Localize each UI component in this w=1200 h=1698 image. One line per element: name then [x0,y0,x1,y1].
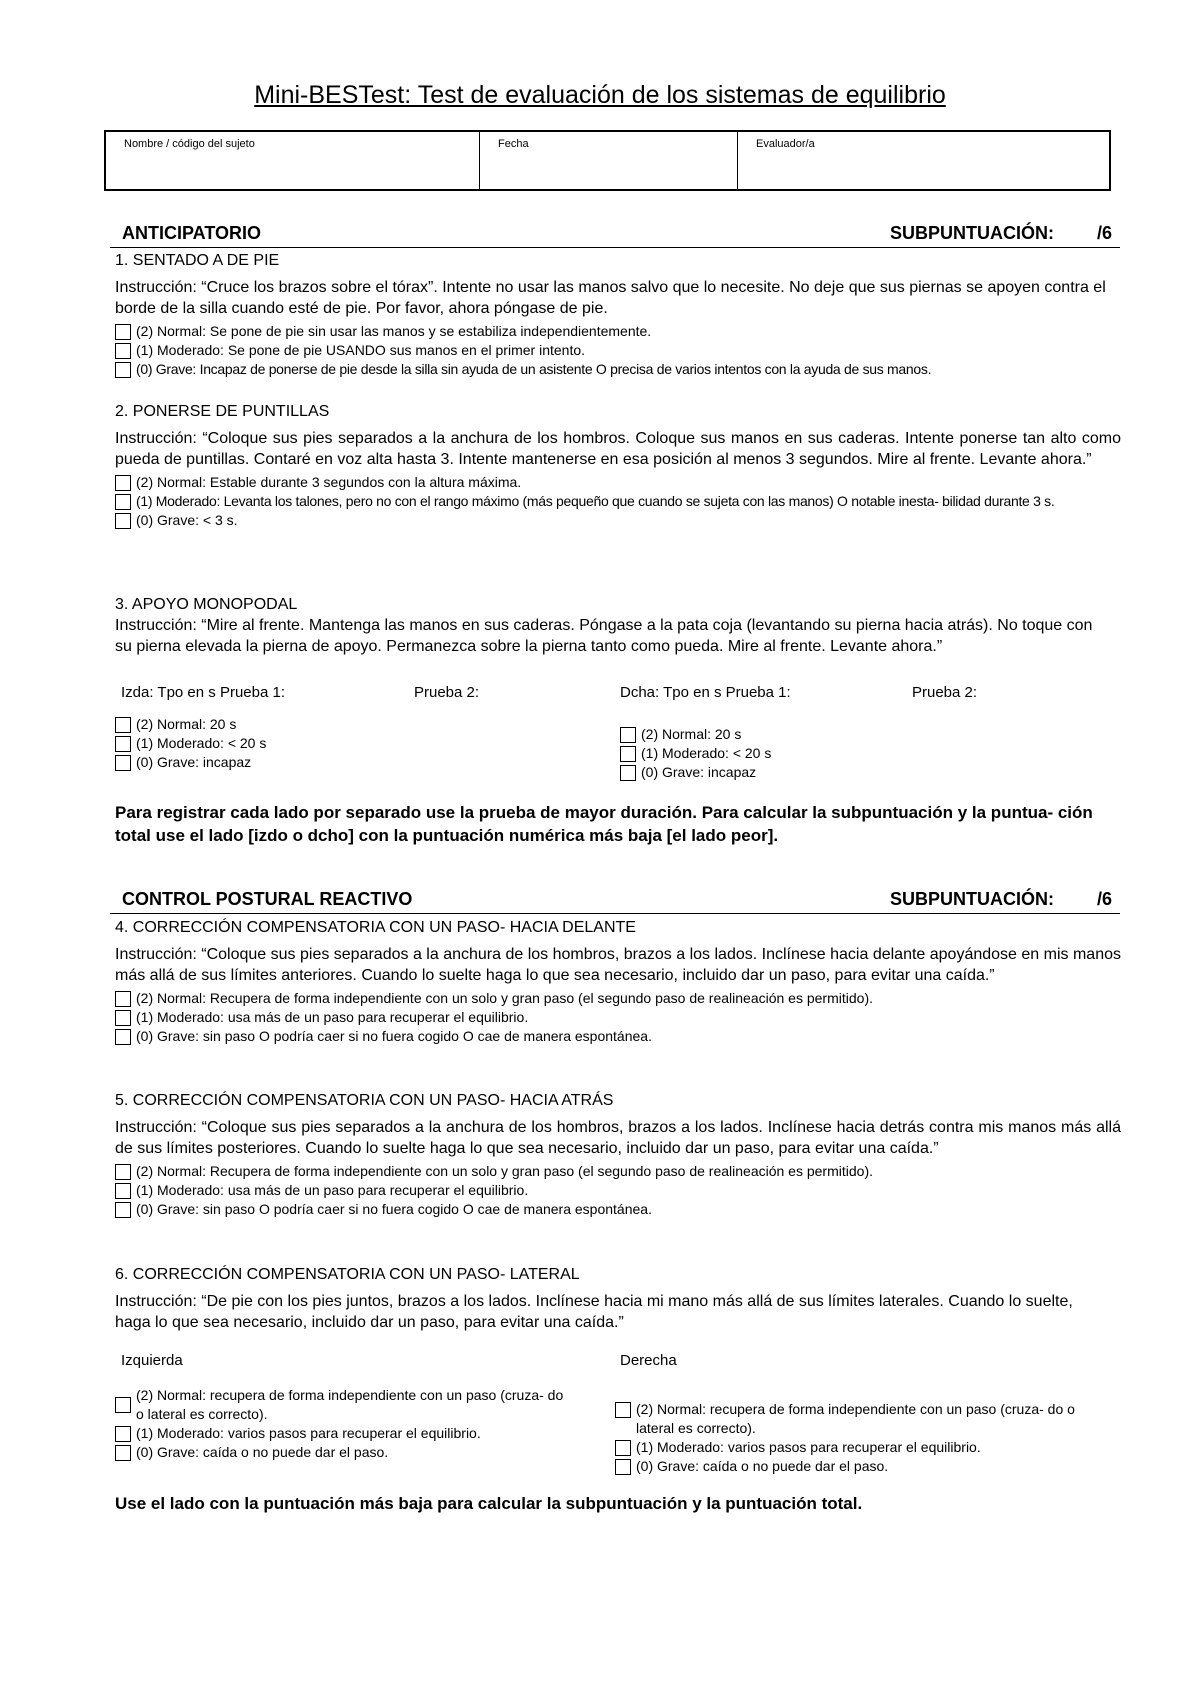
subscore-value: /6 [1096,889,1112,909]
right-option-1-moderado[interactable]: (1) Moderado: varios pasos para recuperar el equilibrio. [615,1438,1115,1457]
right-options [620,725,771,782]
page-title: Mini-BESTest: Test de evaluación de los sistemas de equilibrio [254,81,946,109]
item-title: 5. CORRECCIÓN COMPENSATORIA CON UN PASO- HACIA ATRÁS [115,1092,614,1109]
item-5 [115,1091,1121,1219]
checkbox[interactable] [115,1202,131,1218]
option-2-normal[interactable]: (2) Normal: Recupera de forma independiente con un solo y gran paso (el segundo paso de realineación es permitido). [115,989,1121,1008]
item-instruction: Instrucción: “Coloque sus pies separados a la anchura de los hombros, brazos a los lados. Inclínese hacia detrás contra mis manos más allá de sus límites posteriores. Cuando lo suelte haga lo que sea necesario, incluido dar un paso, para evitar una caída.” [115,1119,1121,1157]
right-side-label: Derecha [620,1352,677,1369]
checkbox[interactable] [115,1164,131,1180]
checkbox[interactable] [615,1402,631,1418]
checkbox[interactable] [115,1183,131,1199]
option-1-moderado[interactable]: (1) Moderado: usa más de un paso para recuperar el equilibrio. [115,1008,1121,1027]
checkbox[interactable] [115,513,131,529]
right-option-1-moderado[interactable]: (1) Moderado: < 20 s [620,744,771,763]
section-name: ANTICIPATORIO [122,223,261,243]
left-options [115,1386,565,1462]
right-trial-1-label: Dcha: Tpo en s Prueba 1: [620,684,791,701]
item-title: 3. APOYO MONOPODAL [115,596,298,613]
subject-name-label: Nombre / código del sujeto [124,138,255,150]
checkbox[interactable] [115,494,131,510]
right-trial-2-label: Prueba 2: [912,684,978,701]
option-2-normal[interactable]: (2) Normal: Estable durante 3 segundos con la altura máxima. [115,473,1136,492]
section-header-reactivo [110,886,1120,914]
checkbox[interactable] [620,727,636,743]
checkbox[interactable] [615,1440,631,1456]
checkbox[interactable] [115,755,131,771]
option-2-normal[interactable]: (2) Normal: Recupera de forma independiente con un solo y gran paso (el segundo paso de realineación es permitido). [115,1162,1121,1181]
right-options [615,1400,1115,1476]
item-4 [115,918,1121,1046]
option-0-grave[interactable]: (0) Grave: < 3 s. [115,511,1136,530]
checkbox[interactable] [115,1397,131,1413]
checkbox[interactable] [115,1010,131,1026]
checkbox[interactable] [115,362,131,378]
item-title: 2. PONERSE DE PUNTILLAS [115,403,330,420]
right-option-0-grave[interactable]: (0) Grave: incapaz [620,763,771,782]
item-instruction: Instrucción: “De pie con los pies juntos, brazos a los lados. Inclínese hacia mi mano más allá de sus límites laterales. Cuando lo suelte, haga lo que sea necesario, incluido dar un paso, para evitar una caída.” [115,1293,1073,1331]
option-1-moderado[interactable]: (1) Moderado: Se pone de pie USANDO sus manos en el primer intento. [115,341,1121,360]
date-label: Fecha [498,138,529,150]
option-2-normal[interactable]: (2) Normal: Se pone de pie sin usar las manos y se estabiliza independientemente. [115,322,1121,341]
item-title: 6. CORRECCIÓN COMPENSATORIA CON UN PASO- LATERAL [115,1266,580,1283]
section-name: CONTROL POSTURAL REACTIVO [122,889,413,909]
left-option-2-normal[interactable]: (2) Normal: 20 s [115,715,266,734]
option-0-grave[interactable]: (0) Grave: sin paso O podría caer si no fuera cogido O cae de manera espontánea. [115,1200,1121,1219]
left-option-1-moderado[interactable]: (1) Moderado: < 20 s [115,734,266,753]
checkbox[interactable] [620,746,636,762]
checkbox[interactable] [115,1426,131,1442]
checkbox[interactable] [115,1029,131,1045]
evaluator-label: Evaluador/a [756,138,815,150]
subscore-label: SUBPUNTUACIÓN: [890,223,1054,243]
item-title: 4. CORRECCIÓN COMPENSATORIA CON UN PASO- HACIA DELANTE [115,919,636,936]
item-instruction: Instrucción: “Coloque sus pies separados a la anchura de los hombros. Coloque sus manos en sus caderas. Intente ponerse tan alto como pueda de puntillas. Contaré en voz alta hasta 3. Intente mantenerse en esa posición al menos 3 segundos. Mire al frente. Levante ahora.” [115,430,1121,468]
option-0-grave[interactable]: (0) Grave: sin paso O podría caer si no fuera cogido O cae de manera espontánea. [115,1027,1121,1046]
date-field[interactable] [480,132,738,189]
item-instruction: Instrucción: “Cruce los brazos sobre el tórax”. Intente no usar las manos salvo que lo necesite. No deje que sus piernas se apoyen contra el borde de la silla cuando esté de pie. Por favor, ahora póngase de pie. [115,279,1106,317]
right-option-2-normal[interactable]: (2) Normal: 20 s [620,725,771,744]
item-1 [115,251,1121,379]
lowest-side-note: Use el lado con la puntuación más baja para calcular la subpuntuación y la puntuación total. [115,1494,863,1513]
subscore-value: /6 [1096,223,1112,243]
item-instruction: Instrucción: “Mire al frente. Mantenga las manos en sus caderas. Póngase a la pata coja (levantando su pierna hacia atrás). No toque con su pierna elevada la pierna de apoyo. Permanezca sobre la pierna tanto como pueda. Mire al frente. Levante ahora.” [115,617,1093,655]
checkbox[interactable] [620,765,636,781]
left-trial-1-label: Izda: Tpo en s Prueba 1: [121,684,285,701]
checkbox[interactable] [115,324,131,340]
right-option-0-grave[interactable]: (0) Grave: caída o no puede dar el paso. [615,1457,1115,1476]
item-instruction: Instrucción: “Coloque sus pies separados a la anchura de los hombros, brazos a los lados. Inclínese hacia delante apoyándose en mis manos más allá de sus límites anteriores. Cuando lo suelte haga lo que sea necesario, incluido dar un paso, para evitar una caída.” [115,946,1121,984]
subject-name-field[interactable] [106,132,480,189]
right-option-2-normal[interactable]: (2) Normal: recupera de forma independiente con un paso (cruza- do o lateral es correcto). [615,1400,1115,1438]
checkbox[interactable] [615,1459,631,1475]
side-rule-note: Para registrar cada lado por separado use la prueba de mayor duración. Para calcular la subpuntuación y la puntua- ción total use el lado [izdo o dcho] con la puntuación numérica más baja [el lado peor]. [115,803,1093,845]
checkbox[interactable] [115,991,131,1007]
option-0-grave[interactable]: (0) Grave: Incapaz de ponerse de pie desde la silla sin ayuda de un asistente O precisa de varios intentos con la ayuda de sus manos. [115,360,1121,379]
section-header-anticipatorio [110,220,1120,248]
checkbox[interactable] [115,475,131,491]
left-option-0-grave[interactable]: (0) Grave: incapaz [115,753,266,772]
left-option-1-moderado[interactable]: (1) Moderado: varios pasos para recuperar el equilibrio. [115,1424,565,1443]
left-option-0-grave[interactable]: (0) Grave: caída o no puede dar el paso. [115,1443,565,1462]
left-option-2-normal[interactable]: (2) Normal: recupera de forma independiente con un paso (cruza- do o lateral es correcto). [115,1386,565,1424]
evaluator-field[interactable] [738,132,1109,189]
option-1-moderado[interactable]: (1) Moderado: usa más de un paso para recuperar el equilibrio. [115,1181,1121,1200]
item-2 [115,402,1136,530]
item-3 [115,595,1105,660]
left-side-label: Izquierda [121,1352,183,1369]
checkbox[interactable] [115,343,131,359]
left-trial-2-label: Prueba 2: [414,684,480,701]
checkbox[interactable] [115,1445,131,1461]
item-title: 1. SENTADO A DE PIE [115,252,280,269]
item-6 [115,1265,1075,1336]
subject-info-box [104,130,1111,191]
subscore-label: SUBPUNTUACIÓN: [890,889,1054,909]
option-1-moderado[interactable]: (1) Moderado: Levanta los talones, pero no con el rango máximo (más pequeño que cuando se sujeta con las manos) O notable inesta- bilidad durante 3 s. [115,492,1136,511]
checkbox[interactable] [115,717,131,733]
checkbox[interactable] [115,736,131,752]
left-options [115,715,266,772]
